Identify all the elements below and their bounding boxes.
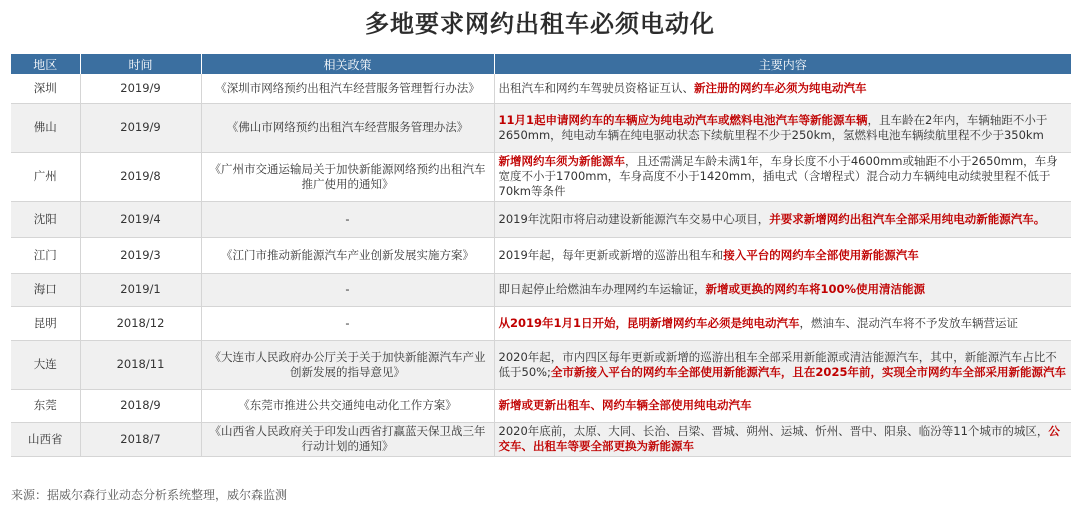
table-row (11, 389, 1071, 422)
table-row (11, 340, 1071, 389)
region-cell: 海口 (11, 273, 80, 306)
policy-cell: 《广州市交通运输局关于加快新能源网络预约出租汽车推广使用的通知》 (201, 152, 494, 201)
content-cell: 出租汽车和网约车驾驶员资格证互认、新注册的网约车必须为纯电动汽车 (494, 74, 1071, 103)
content-cell: 2019年起，每年更新或新增的巡游出租车和接入平台的网约车全部使用新能源汽车 (494, 237, 1071, 273)
table-row (11, 103, 1071, 152)
region-cell: 昆明 (11, 306, 80, 340)
table-row (11, 74, 1071, 103)
policy-cell: 《山西省人民政府关于印发山西省打赢蓝天保卫战三年行动计划的通知》 (201, 422, 494, 456)
table-row (11, 273, 1071, 306)
source-note: 来源：据威尔森行业动态分析系统整理，威尔森监测 (11, 488, 288, 502)
content-cell: 即日起停止给燃油车办理网约车运输证，新增或更换的网约车将100%使用清洁能源 (494, 273, 1071, 306)
content-cell: 2019年沈阳市将启动建设新能源汽车交易中心项目，并要求新增网约出租汽车全部采用纯电动新能源汽车。 (494, 201, 1071, 237)
policy-cell: - (201, 273, 494, 306)
header-content: 主要内容 (494, 54, 1071, 74)
table-row (11, 422, 1071, 456)
header-region: 地区 (11, 54, 80, 74)
content-cell: 新增网约车须为新能源车，且还需满足车龄未满1年，车身长度不小于4600mm或轴距不小于2650mm，车身宽度不小于1700mm，车身高度不小于1420mm，插电式（含增程式）混合动力车辆纯电动续驶里程不低于70km等条件 (494, 152, 1071, 201)
policy-cell: 《深圳市网络预约出租汽车经营服务管理暂行办法》 (201, 74, 494, 103)
header-policy: 相关政策 (201, 54, 494, 74)
region-cell: 大连 (11, 340, 80, 389)
page-title: 多地要求网约出租车必须电动化 (365, 10, 715, 38)
date-cell: 2018/9 (80, 389, 201, 422)
content-cell: 新增或更新出租车、网约车辆全部使用纯电动汽车 (494, 389, 1071, 422)
header-date: 时间 (80, 54, 201, 74)
region-cell: 江门 (11, 237, 80, 273)
date-cell: 2019/3 (80, 237, 201, 273)
policy-cell: 《大连市人民政府办公厅关于关于加快新能源汽车产业创新发展的指导意见》 (201, 340, 494, 389)
date-cell: 2018/7 (80, 422, 201, 456)
date-cell: 2018/11 (80, 340, 201, 389)
date-cell: 2019/9 (80, 103, 201, 152)
region-cell: 佛山 (11, 103, 80, 152)
table-header-row (11, 54, 1071, 74)
region-cell: 深圳 (11, 74, 80, 103)
region-cell: 广州 (11, 152, 80, 201)
date-cell: 2019/4 (80, 201, 201, 237)
policy-cell: 《东莞市推进公共交通纯电动化工作方案》 (201, 389, 494, 422)
region-cell: 沈阳 (11, 201, 80, 237)
policy-cell: 《佛山市网络预约出租汽车经营服务管理办法》 (201, 103, 494, 152)
policy-cell: 《江门市推动新能源汽车产业创新发展实施方案》 (201, 237, 494, 273)
date-cell: 2019/9 (80, 74, 201, 103)
date-cell: 2018/12 (80, 306, 201, 340)
policy-cell: - (201, 306, 494, 340)
table-row (11, 237, 1071, 273)
region-cell: 山西省 (11, 422, 80, 456)
policy-table (11, 54, 1071, 457)
region-cell: 东莞 (11, 389, 80, 422)
date-cell: 2019/1 (80, 273, 201, 306)
date-cell: 2019/8 (80, 152, 201, 201)
table-row (11, 306, 1071, 340)
content-cell: 从2019年1月1日开始，昆明新增网约车必须是纯电动汽车，燃油车、混动汽车将不予发放车辆营运证 (494, 306, 1071, 340)
content-cell: 2020年底前，太原、大同、长治、吕梁、晋城、朔州、运城、忻州、晋中、阳泉、临汾等11个城市的城区，公交车、出租车等要全部更换为新能源车 (494, 422, 1071, 456)
content-cell: 11月1起申请网约车的车辆应为纯电动汽车或燃料电池汽车等新能源车辆，且车龄在2年内，车辆轴距不小于2650mm，纯电动车辆在纯电驱动状态下续航里程不少于250km，氢燃料电池车辆续航里程不少于350km (494, 103, 1071, 152)
policy-cell: - (201, 201, 494, 237)
table-row (11, 152, 1071, 201)
table-row (11, 201, 1071, 237)
content-cell: 2020年起，市内四区每年更新或新增的巡游出租车全部采用新能源或清洁能源汽车，其中，新能源汽车占比不低于50%;全市新接入平台的网约车全部使用新能源汽车，且在2025年前，实现全市网约车全部采用新能源汽车 (494, 340, 1071, 389)
